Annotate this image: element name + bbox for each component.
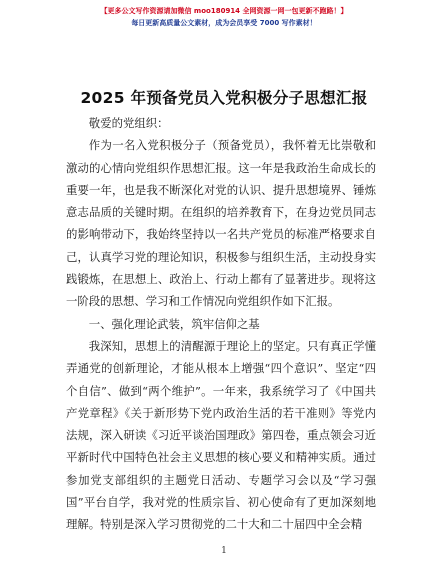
document-body [66, 112, 376, 536]
section-1-heading: 一、强化理论武装，筑牢信仰之基 [88, 316, 260, 331]
promo-banner-line-2: 每日更新高质量公文素材，成为会员享受 7000 写作素材！ [131, 19, 317, 27]
promo-banner [0, 6, 448, 29]
section-1-paragraph: 我深知，思想上的清醒源于理论上的坚定。只有真正学懂弄通党的创新理论，才能从根本上增强“四个意识”、坚定“四个自信”、做到“两个维护”。一年来，我系统学习了《中国共产党章程》《关于新形势下党内政治生活的若干准则》等党内法规，深入研读《习近平谈治国理政》第四卷，重点领会习近平新时代中国特色社会主义思想的核心要义和精神实质。通过参加党支部组织的主题党日活动、专题学习会以及“学习强国”平台自学，我对党的性质宗旨、初心使命有了更加深刻地理解。特别是深入学习贯彻党的二十大和二十届四中全会精 [66, 338, 376, 532]
salutation: 敬爱的党组织： [88, 116, 169, 130]
document-title: 2025 年预备党员入党积极分子思想汇报 [80, 89, 368, 107]
page-number: 1 [221, 546, 227, 556]
intro-paragraph: 作为一名入党积极分子（预备党员），我怀着无比崇敬和激动的心情向党组织作思想汇报。这一年是我政治生命成长的重要一年，也是我不断深化对党的认识、提升思想境界、锤炼意志品质的关键时期。在组织的培养教育下，在身边党员同志的影响带动下，我始终坚持以一名共产党员的标准严格要求自己，认真学习党的理论知识，积极参与组织生活，主动投身实践锻炼，在思想上、政治上、行动上都有了显著进步。现将这一阶段的思想、学习和工作情况向党组织作如下汇报。 [66, 138, 376, 309]
promo-banner-line-1: 【更多公文写作资源请加微信 moo180914 全网资源一网一包更新不跑路！】 [100, 7, 348, 15]
